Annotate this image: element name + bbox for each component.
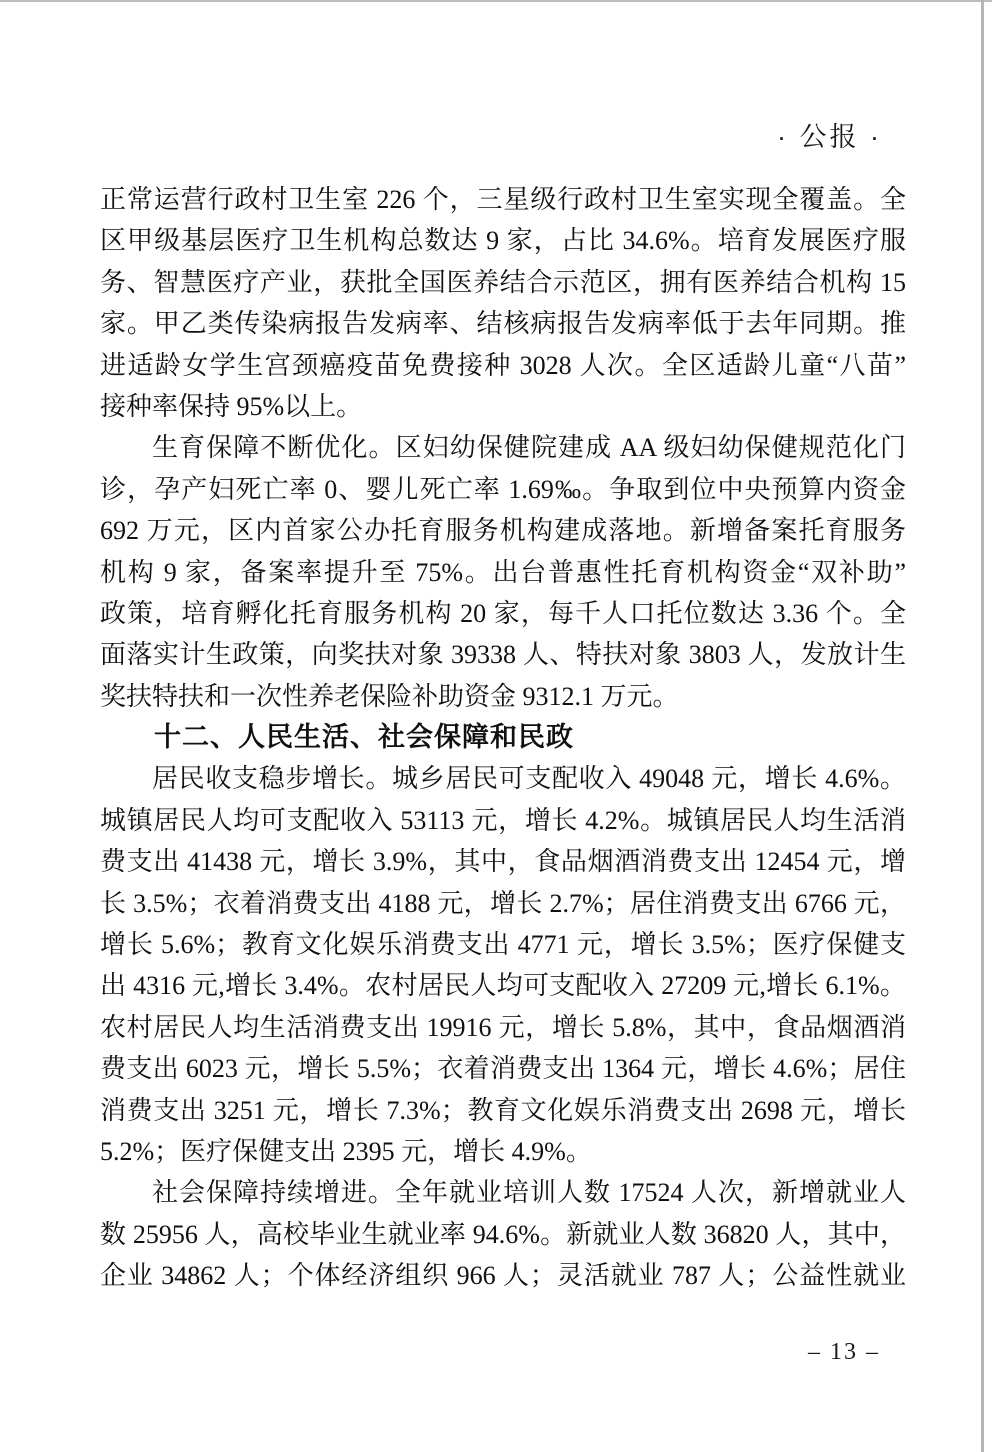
text-line: 居民收支稳步增长。城乡居民可支配收入 49048 元，增长 4.6%。 (152, 764, 906, 794)
text-line: 社会保障持续增进。全年就业培训人数 17524 人次，新增就业人 (152, 1178, 906, 1208)
text-line: 费支出 6023 元，增长 5.5%；衣着消费支出 1364 元，增长 4.6%；居住 (100, 1054, 906, 1084)
text-line: 数 25956 人，高校毕业生就业率 94.6%。新就业人数 36820 人，其中， (100, 1219, 906, 1249)
text-line: 5.2%；医疗保健支出 2395 元，增长 4.9%。 (100, 1136, 592, 1166)
text-line: 消费支出 3251 元，增长 7.3%；教育文化娱乐消费支出 2698 元，增长 (100, 1095, 906, 1125)
text-line: 接种率保持 95%以上。 (100, 391, 363, 421)
text-line: 费支出 41438 元，增长 3.9%，其中，食品烟酒消费支出 12454 元，增 (100, 847, 906, 877)
text-line: 城镇居民人均可支配收入 53113 元，增长 4.2%。城镇居民人均生活消 (100, 805, 906, 835)
text-line: 务、智慧医疗产业，获批全国医养结合示范区，拥有医养结合机构 15 (100, 267, 906, 297)
text-line: 机构 9 家，备案率提升至 75%。出台普惠性托育机构资金“双补助” (100, 557, 906, 587)
text-line: 农村居民人均生活消费支出 19916 元，增长 5.8%，其中，食品烟酒消 (100, 1012, 906, 1042)
text-line: 进适龄女学生宫颈癌疫苗免费接种 3028 人次。全区适龄儿童“八苗” (100, 350, 906, 380)
text-line: 区甲级基层医疗卫生机构总数达 9 家，占比 34.6%。培育发展医疗服 (100, 226, 906, 256)
text-line: 692 万元，区内首家公办托育服务机构建成落地。新增备案托育服务 (100, 516, 906, 546)
page-number: – 13 – (808, 1339, 880, 1365)
text-line: 企业 34862 人；个体经济组织 966 人；灵活就业 787 人；公益性就业 (100, 1261, 906, 1291)
text-line: 增长 5.6%；教育文化娱乐消费支出 4771 元，增长 3.5%；医疗保健支 (100, 930, 906, 960)
scan-edge-right (981, 0, 984, 1452)
text-line: 长 3.5%；衣着消费支出 4188 元，增长 2.7%；居住消费支出 6766 元， (100, 888, 906, 918)
text-line: 家。甲乙类传染病报告发病率、结核病报告发病率低于去年同期。推 (100, 309, 906, 339)
section-heading: 十二、人民生活、社会保障和民政 (154, 722, 574, 753)
text-line: 生育保障不断优化。区妇幼保健院建成 AA 级妇幼保健规范化门 (152, 433, 906, 463)
text-line: 正常运营行政村卫生室 226 个，三星级行政村卫生室实现全覆盖。全 (100, 185, 906, 214)
text-line: 面落实计生政策，向奖扶对象 39338 人、特扶对象 3803 人，发放计生 (100, 640, 906, 670)
scan-edge-top (0, 0, 992, 2)
text-line: 诊，孕产妇死亡率 0、婴儿死亡率 1.69‰。争取到位中央预算内资金 (100, 474, 906, 504)
document-body (100, 179, 906, 1297)
running-header-label: · 公报 · (777, 122, 882, 152)
text-line: 政策，培育孵化托育服务机构 20 家，每千人口托位数达 3.36 个。全 (100, 598, 906, 628)
text-line: 奖扶特扶和一次性养老保险补助资金 9312.1 万元。 (100, 681, 679, 711)
text-line: 出 4316 元,增长 3.4%。农村居民人均可支配收入 27209 元,增长 6.1%。 (100, 971, 906, 1001)
